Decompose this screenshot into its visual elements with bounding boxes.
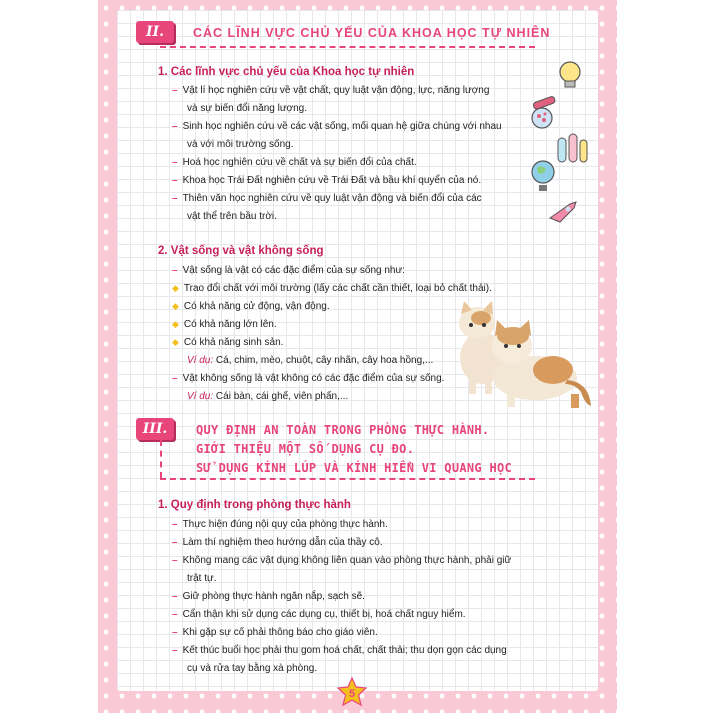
list-item: và với môi trường sống. xyxy=(187,139,294,150)
rocket-icon xyxy=(546,198,580,224)
list-item: – Làm thí nghiệm theo hướng dẫn của thầy cô. xyxy=(172,537,383,548)
cats-photo xyxy=(447,298,592,413)
section-title-iii-line2: GIỚI THIỆU MỘT SỐ DỤNG CỤ ĐO. xyxy=(196,442,415,456)
example-line: Ví dụ: Cái bàn, cái ghế, viên phấn,... xyxy=(187,391,349,402)
list-item: – Sinh học nghiên cứu về các vật sống, mối quan hệ giữa chúng với nhau xyxy=(172,121,502,132)
section-divider xyxy=(160,478,535,480)
section-divider xyxy=(160,46,535,48)
list-item: – Không mang các vật dụng không liên quan vào phòng thực hành, phải giữ xyxy=(172,555,512,566)
section-title-ii: CÁC LĨNH VỰC CHỦ YẾU CỦA KHOA HỌC TỰ NHIÊN xyxy=(193,26,551,40)
subsection-title: 1. Quy định trong phòng thực hành xyxy=(158,499,351,511)
list-item: cụ và rửa tay bằng xà phòng. xyxy=(187,663,318,674)
section-title-iii-line1: QUY ĐỊNH AN TOÀN TRONG PHÒNG THỰC HÀNH. xyxy=(196,423,490,437)
section-divider-vertical xyxy=(160,440,162,478)
list-item: và sự biến đổi năng lượng. xyxy=(187,103,308,114)
subsection-title: 2. Vật sống và vật không sống xyxy=(158,245,324,257)
list-item: trật tự. xyxy=(187,573,217,584)
list-item: – Kết thúc buổi học phải thu gom hoá chất, chất thải; thu dọn gọn các dụng xyxy=(172,645,507,656)
page-number: 5 xyxy=(348,688,356,700)
list-item: ◆ Trao đổi chất với môi trường (lấy các chất cần thiết, loại bỏ chất thải). xyxy=(172,283,492,294)
list-item: vật thể trên bầu trời. xyxy=(187,211,277,222)
list-item: – Khoa học Trái Đất nghiên cứu về Trái Đất và bầu khí quyển của nó. xyxy=(172,175,482,186)
list-item: – Vật không sống là vật không có các đặc điểm của sự sống. xyxy=(172,373,445,384)
list-item: – Hoá học nghiên cứu về chất và sự biến đổi của chất. xyxy=(172,157,417,168)
list-item: ◆ Có khả năng cử động, vận động. xyxy=(172,301,330,312)
petri-dish-icon xyxy=(529,105,555,131)
list-item: – Vật sống là vật có các đặc điểm của sự sống như: xyxy=(172,265,405,276)
lightbulb-icon xyxy=(556,60,584,90)
list-item: – Thiên văn học nghiên cứu về quy luật vận động và biến đổi của các xyxy=(172,193,482,204)
page-number-star-icon xyxy=(337,677,367,707)
example-line: Ví dụ: Cá, chim, mèo, chuột, cây nhãn, cây hoa hồng,... xyxy=(187,355,434,366)
list-item: ◆ Có khả năng sinh sản. xyxy=(172,337,284,348)
list-item: – Vật lí học nghiên cứu về vật chất, quy luật vận động, lực, năng lượng xyxy=(172,85,490,96)
list-item: – Cẩn thận khi sử dụng các dụng cụ, thiết bị, hoá chất nguy hiểm. xyxy=(172,609,466,620)
section-badge-iii: III. xyxy=(136,418,174,440)
globe-icon xyxy=(528,158,558,194)
list-item: ◆ Có khả năng lớn lên. xyxy=(172,319,277,330)
section-badge-ii: II. xyxy=(136,21,174,43)
subsection-title: 1. Các lĩnh vực chủ yếu của Khoa học tự nhiên xyxy=(158,66,415,78)
section-title-iii-line3: SỬ DỤNG KÍNH LÚP VÀ KÍNH HIỂN VI QUANG HỌC xyxy=(196,461,513,475)
list-item: – Thực hiện đúng nội quy của phòng thực hành. xyxy=(172,519,388,530)
test-tubes-icon xyxy=(555,130,589,166)
list-item: – Khi gặp sự cố phải thông báo cho giáo viên. xyxy=(172,627,378,638)
list-item: – Giữ phòng thực hành ngăn nắp, sạch sẽ. xyxy=(172,591,365,602)
